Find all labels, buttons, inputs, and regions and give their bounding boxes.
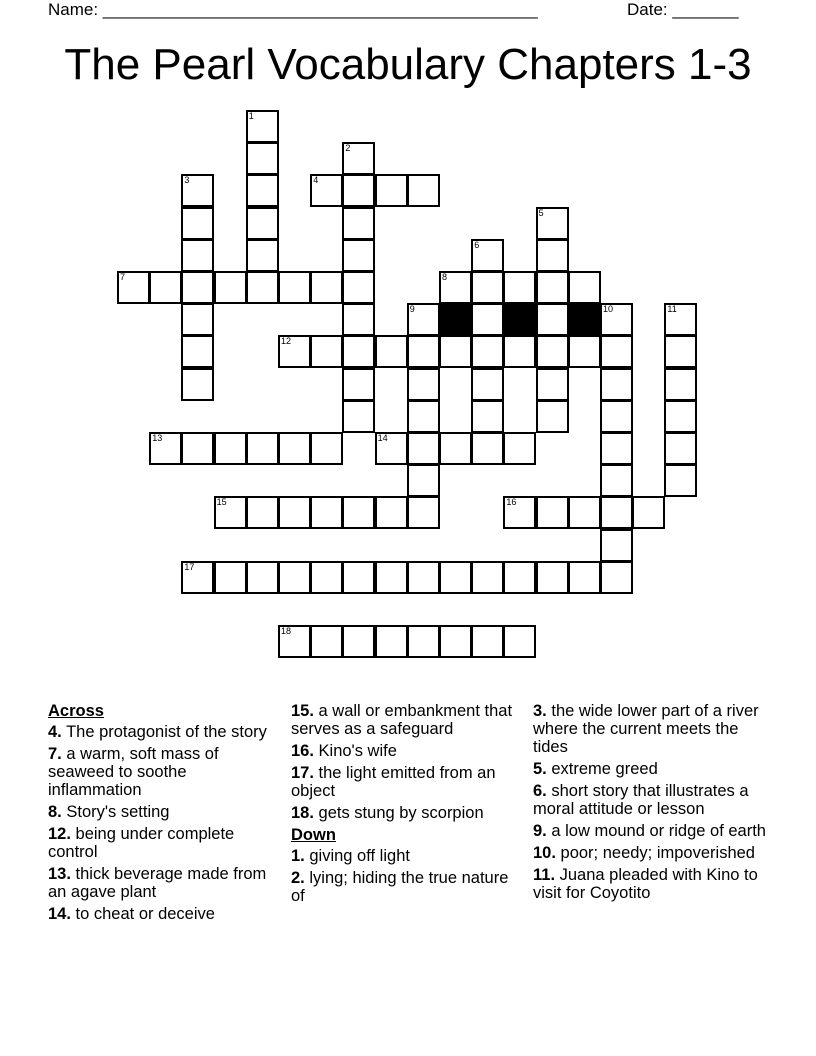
crossword-cell[interactable] [439,335,472,368]
clue-number: 15. [291,702,314,720]
crossword-cell[interactable] [246,207,279,240]
clue-number: 11. [533,866,556,884]
crossword-cell[interactable] [536,207,569,240]
clue-down-5 [533,760,773,778]
clue-across-4 [48,723,273,741]
clue-across-13 [48,865,273,901]
clue-number-label: 14 [377,433,388,443]
clue-down-9 [533,822,773,840]
crossword-cell[interactable] [342,174,375,207]
clue-number-label: 5 [538,207,544,218]
crossword-cell[interactable] [246,561,279,594]
clues-column-3 [533,702,773,906]
down-heading: Down [291,826,336,844]
crossword-cell[interactable] [664,400,697,433]
crossword-cell[interactable] [407,496,440,529]
date-field[interactable]: Date: _______ [627,0,739,19]
clue-across-17 [291,764,516,800]
clue-text: gets stung by scorpion [318,804,484,822]
crossword-cell[interactable] [471,432,504,465]
clue-number: 13. [48,865,71,883]
crossword-cell[interactable] [407,335,440,368]
crossword-cell[interactable] [600,303,633,336]
crossword-cell[interactable] [471,335,504,368]
crossword-cell[interactable] [181,239,214,272]
crossword-cell[interactable] [181,207,214,240]
clue-text: a low mound or ridge of earth [551,822,766,840]
crossword-cell[interactable] [278,625,311,658]
clue-number: 3. [533,702,547,720]
clue-number: 12. [48,825,71,843]
crossword-black-cell [503,303,536,336]
crossword-cell[interactable] [407,561,440,594]
crossword-cell[interactable] [664,368,697,401]
clue-number-label: 12 [281,336,292,347]
crossword-cell[interactable] [375,625,408,658]
crossword-cell[interactable] [407,464,440,497]
crossword-cell[interactable] [471,303,504,336]
crossword-cell[interactable] [503,625,536,658]
crossword-cell[interactable] [214,496,247,529]
crossword-cell[interactable] [471,625,504,658]
crossword-cell[interactable] [342,561,375,594]
clue-number-label: 16 [506,497,517,508]
clue-number: 9. [533,822,547,840]
crossword-cell[interactable] [536,335,569,368]
clue-number: 16. [291,742,314,760]
clue-text: lying; hiding the true nature of [291,869,509,905]
crossword-cell[interactable] [342,239,375,272]
name-field[interactable]: Name: ______________________________________________ [48,0,538,19]
clue-number-label: 13 [152,433,163,443]
crossword-cell[interactable] [342,400,375,433]
crossword-cell[interactable] [214,432,247,465]
crossword-cell[interactable] [568,496,601,529]
clue-number: 6. [533,782,547,800]
crossword-cell[interactable] [214,271,247,304]
clue-down-6 [533,782,773,818]
crossword-cell[interactable] [375,174,408,207]
crossword-cell[interactable] [664,432,697,465]
crossword-cell[interactable] [278,496,311,529]
crossword-cell[interactable] [503,432,536,465]
clue-across-16 [291,742,516,760]
crossword-cell[interactable] [278,561,311,594]
crossword-cell[interactable] [310,271,343,304]
clue-text: poor; needy; impoverished [560,844,755,862]
clue-number: 1. [291,847,305,865]
clue-text: The protagonist of the story [66,723,267,741]
clue-number-label: 15 [216,497,227,508]
crossword-cell[interactable] [181,561,214,594]
crossword-cell[interactable] [246,110,279,143]
crossword-cell[interactable] [536,271,569,304]
crossword-cell[interactable] [439,625,472,658]
clue-text: extreme greed [551,760,658,778]
clue-number: 4. [48,723,62,741]
crossword-cell[interactable] [375,335,408,368]
crossword-cell[interactable] [503,561,536,594]
crossword-cell[interactable] [568,561,601,594]
clue-across-14 [48,905,273,923]
crossword-cell[interactable] [439,432,472,465]
crossword-cell[interactable] [310,335,343,368]
crossword-cell[interactable] [407,625,440,658]
crossword-cell[interactable] [181,174,214,207]
clue-down-1 [291,847,516,865]
crossword-cell[interactable] [471,400,504,433]
crossword-cell[interactable] [181,368,214,401]
clue-number-label: 7 [120,272,126,282]
crossword-cell[interactable] [503,271,536,304]
clue-text: to cheat or deceive [75,905,215,923]
crossword-cell[interactable] [664,335,697,368]
crossword-cell[interactable] [310,625,343,658]
crossword-cell[interactable] [375,432,408,465]
crossword-cell[interactable] [246,239,279,272]
crossword-cell[interactable] [600,561,633,594]
crossword-cell[interactable] [600,368,633,401]
crossword-cell[interactable] [246,271,279,304]
clue-number-label: 18 [281,626,292,637]
clue-text: Kino's wife [318,742,397,760]
clue-number-label: 3 [184,175,190,186]
crossword-cell[interactable] [342,271,375,304]
crossword-cell[interactable] [407,432,440,465]
crossword-cell[interactable] [536,239,569,272]
clue-text: short story that illustrates a moral attitude or lesson [533,782,749,818]
crossword-cell[interactable] [536,496,569,529]
crossword-cell[interactable] [439,561,472,594]
crossword-cell[interactable] [246,432,279,465]
crossword-cell[interactable] [278,271,311,304]
clue-down-3 [533,702,773,756]
crossword-cell[interactable] [214,561,247,594]
clue-text: the wide lower part of a river where the current meets the tides [533,702,759,756]
clue-number-label: 4 [313,175,319,186]
clue-text: a wall or embankment that serves as a safeguard [291,702,513,738]
clue-number-label: 9 [409,304,415,315]
clue-across-7 [48,745,273,799]
crossword-cell[interactable] [600,464,633,497]
crossword-cell[interactable] [600,432,633,465]
crossword-cell[interactable] [536,400,569,433]
clue-number: 14. [48,905,71,923]
crossword-cell[interactable] [310,496,343,529]
clue-number: 10. [533,844,556,862]
clue-number: 7. [48,745,62,763]
crossword-cell[interactable] [342,625,375,658]
clue-across-12 [48,825,273,861]
crossword-cell[interactable] [632,496,665,529]
crossword-cell[interactable] [503,335,536,368]
crossword-cell[interactable] [439,271,472,304]
crossword-cell[interactable] [246,496,279,529]
crossword-cell[interactable] [181,303,214,336]
crossword-cell[interactable] [536,368,569,401]
crossword-cell[interactable] [149,271,182,304]
clue-text: a warm, soft mass of seaweed to soothe inflammation [48,745,219,799]
clue-number-label: 11 [667,304,677,315]
crossword-cell[interactable] [600,529,633,562]
crossword-cell[interactable] [536,561,569,594]
clue-text: Story's setting [66,803,170,821]
crossword-cell[interactable] [310,432,343,465]
crossword-cell[interactable] [117,271,150,304]
clue-across-18 [291,804,516,822]
crossword-cell[interactable] [568,271,601,304]
clue-number-label: 10 [603,304,614,315]
clue-text: thick beverage made from an agave plant [48,865,267,901]
crossword-black-cell [439,303,472,336]
clue-number-label: 17 [184,561,195,572]
crossword-cell[interactable] [310,174,343,207]
crossword-cell[interactable] [471,271,504,304]
clue-down-11 [533,866,773,902]
clue-across-15 [291,702,516,738]
crossword-cell[interactable] [568,335,601,368]
clue-number-label: 8 [442,272,448,282]
clue-number: 8. [48,803,62,821]
crossword-cell[interactable] [471,561,504,594]
crossword-cell[interactable] [407,174,440,207]
crossword-cell[interactable] [600,496,633,529]
clue-number: 17. [291,764,314,782]
clue-text: the light emitted from an object [291,764,496,800]
crossword-cell[interactable] [181,271,214,304]
crossword-cell[interactable] [342,303,375,336]
crossword-cell[interactable] [342,496,375,529]
across-heading: Across [48,702,104,720]
clue-text: giving off light [309,847,410,865]
clue-across-8 [48,803,273,821]
crossword-cell[interactable] [342,142,375,175]
crossword-cell[interactable] [342,207,375,240]
clue-number-label: 2 [345,143,351,154]
crossword-cell[interactable] [503,496,536,529]
crossword-black-cell [568,303,601,336]
crossword-cell[interactable] [375,561,408,594]
crossword-cell[interactable] [310,561,343,594]
crossword-cell[interactable] [342,335,375,368]
clue-number: 5. [533,760,547,778]
crossword-cell[interactable] [181,335,214,368]
crossword-cell[interactable] [407,400,440,433]
clues-column-2 [291,702,516,909]
crossword-cell[interactable] [536,303,569,336]
page-title: The Pearl Vocabulary Chapters 1-3 [64,40,752,89]
crossword-cell[interactable] [149,432,182,465]
crossword-cell[interactable] [471,239,504,272]
clue-number: 18. [291,804,314,822]
crossword-cell[interactable] [181,432,214,465]
crossword-cell[interactable] [278,432,311,465]
clue-number-label: 6 [474,239,480,250]
crossword-cell[interactable] [342,368,375,401]
clue-number: 2. [291,869,305,887]
crossword-cell[interactable] [407,368,440,401]
crossword-cell[interactable] [664,303,697,336]
clue-down-10 [533,844,773,862]
crossword-cell[interactable] [246,174,279,207]
crossword-cell[interactable] [471,368,504,401]
crossword-cell[interactable] [664,464,697,497]
crossword-cell[interactable] [375,496,408,529]
clue-number-label: 1 [248,111,254,121]
crossword-cell[interactable] [246,142,279,175]
crossword-cell[interactable] [600,400,633,433]
clue-text: being under complete control [48,825,235,861]
clues-column-1 [48,702,273,927]
clue-text: Juana pleaded with Kino to visit for Coyotito [533,866,758,902]
crossword-cell[interactable] [600,335,633,368]
crossword-cell[interactable] [278,335,311,368]
crossword-cell[interactable] [407,303,440,336]
clue-down-2 [291,869,516,905]
